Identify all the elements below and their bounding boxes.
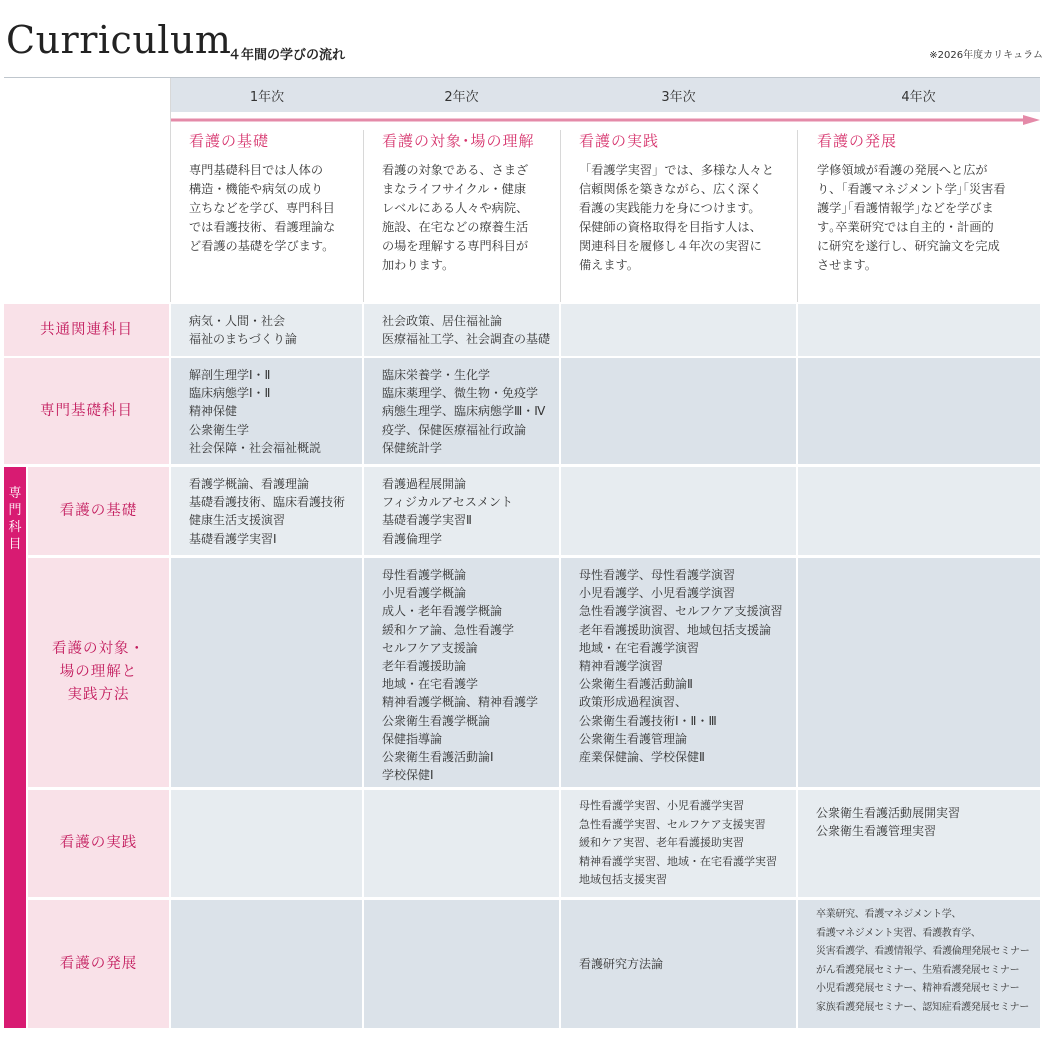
- year-label-1: 1年次: [249, 90, 285, 105]
- cell-text: 母性看護学概論 小児看護学概論 成人・老年看護学概論 緩和ケア論、急性看護学 セルフケア支援論 老年看護援助論 地域・在宅看護学 精神看護学概論、精神看護学 公衆衛生看護学概論 保健指導論 公衆衛生看護活動論Ⅰ 学校保健Ⅰ: [382, 568, 539, 783]
- column-heading-title: 看護の基礎: [189, 132, 270, 150]
- column-description: 「看護学実習」では、多様な人々と 信頼関係を築きながら、広く深く 看護の実践能力を身につけます。 保健師の資格取得を目指す人は、 関連科目を履修し４年次の実習に 備えます。: [579, 163, 774, 272]
- cell-text: [171, 900, 362, 908]
- page-subtitle: ４年間の学びの流れ: [228, 48, 346, 63]
- cell-text: 卒業研究、看護マネジメント学、 看護マネジメント実習、看護教育学、 災害看護学、看護情報学、看護倫理発展セミナー がん看護発展セミナー、生殖看護発展セミナー 小児看護発展セミナー、精神看護発展セミナー 家族看護発展セミナー、認知症看護発展セミナー: [816, 909, 1030, 1013]
- table-cell: [364, 358, 559, 464]
- cell-text: [798, 467, 1040, 475]
- table-cell: [561, 304, 796, 356]
- cell-text: [561, 358, 796, 366]
- table-cell: [561, 467, 796, 555]
- year-header-bar: [171, 77, 1040, 112]
- column-heading-4: [817, 130, 1039, 275]
- table-cell: [561, 900, 796, 1028]
- table-cell: [364, 304, 559, 356]
- cell-text: 看護研究方法論: [579, 957, 664, 971]
- divider: [170, 77, 171, 302]
- table-cell: [798, 558, 1040, 787]
- table-cell: [798, 304, 1040, 356]
- table-cell: [798, 358, 1040, 464]
- cell-text: 解剖生理学Ⅰ・Ⅱ 臨床病態学Ⅰ・Ⅱ 精神保健 公衆衛生学 社会保障・社会福祉概説: [189, 368, 322, 455]
- table-cell: [171, 790, 362, 897]
- row-label-nursing-basics: [28, 467, 169, 555]
- divider: [4, 77, 1040, 78]
- table-cell: [364, 467, 559, 555]
- senmon-kamoku-label: 専門科目: [8, 486, 22, 552]
- table-cell: [364, 790, 559, 897]
- cell-text: 看護学概論、看護理論 基礎看護技術、臨床看護技術 健康生活支援演習 基礎看護学実習Ⅰ: [189, 477, 346, 546]
- table-cell: [798, 900, 1040, 1028]
- year-label-3: 3年次: [661, 90, 696, 105]
- title-area: [6, 18, 1051, 68]
- row-label-text: 看護の実践: [59, 835, 138, 851]
- table-cell: [561, 358, 796, 464]
- year-label-2: 2年次: [444, 90, 479, 105]
- column-heading-title: 看護の実践: [579, 132, 660, 150]
- cell-text: 病気・人間・社会 福祉のまちづくり論: [189, 314, 297, 347]
- table-cell: [171, 304, 362, 356]
- column-description: 専門基礎科目では人体の 構造・機能や病気の成り 立ちなどを学び、専門科目 では看護技術、看護理論な ど看護の基礎を学びます。: [189, 163, 336, 253]
- table-cell: [798, 467, 1040, 555]
- table-cell: [561, 790, 796, 897]
- cell-text: [561, 304, 796, 312]
- cell-text: [364, 790, 559, 798]
- column-description: 学修領域が看護の発展へと広が り、｢看護マネジメント学｣｢災害看 護学｣｢看護情報学｣などを学びま す｡卒業研究では自主的・計画的 に研究を遂行し、研究論文を完成 させます。: [817, 163, 1006, 272]
- cell-text: 臨床栄養学・生化学 臨床薬理学、微生物・免疫学 病態生理学、臨床病態学Ⅲ・Ⅳ 疫学、保健医療福祉行政論 保健統計学: [382, 368, 546, 455]
- cell-text: 看護過程展開論 フィジカルアセスメント 基礎看護学実習Ⅱ 看護倫理学: [382, 477, 513, 546]
- row-label-text: 看護の対象・ 場の理解と 実践方法: [52, 641, 145, 703]
- column-description: 看護の対象である、さまざ まなライフサイクル・健康 レベルにある人々や病院、 施設、在宅などの療養生活 の場を理解する専門科目が 加わります。: [382, 163, 529, 272]
- divider: [560, 130, 561, 302]
- cell-text: [171, 790, 362, 798]
- column-heading-title: 看護の発展: [817, 132, 898, 150]
- column-heading-3: [579, 130, 794, 275]
- cell-text: 母性看護学実習、小児看護学実習 急性看護学実習、セルフケア支援実習 緩和ケア実習、老年看護援助実習 精神看護学実習、地域・在宅看護学実習 地域包括支援実習: [579, 799, 777, 886]
- table-cell: [364, 558, 559, 787]
- curriculum-year-note: ※2026年度カリキュラム: [929, 50, 1043, 61]
- cell-text: [798, 558, 1040, 566]
- column-heading-2: [382, 130, 557, 275]
- table-cell: [171, 558, 362, 787]
- row-label-nursing-advancement: [28, 900, 169, 1028]
- cell-text: [798, 304, 1040, 312]
- year-label-4: 4年次: [901, 90, 936, 105]
- divider: [797, 130, 798, 302]
- row-label-basic: [4, 358, 169, 464]
- cell-text: [561, 467, 796, 475]
- row-label-text: 看護の基礎: [59, 502, 138, 519]
- divider: [363, 130, 364, 302]
- cell-text: 母性看護学、母性看護学演習 小児看護学、小児看護学演習 急性看護学演習、セルフケア支援演習 老年看護援助演習、地域包括支援論 地域・在宅看護学演習 精神看護学演習 公衆衛生看護活動論Ⅱ 政策形成過程演習、 公衆衛生看護技術Ⅰ・Ⅱ・Ⅲ 公衆衛生看護管理論 産業保健論、学校保健Ⅱ: [579, 568, 783, 765]
- table-cell: [798, 790, 1040, 897]
- cell-text: 社会政策、居住福祉論 医療福祉工学、社会調査の基礎: [382, 314, 551, 347]
- cell-text: [171, 558, 362, 566]
- table-cell: [171, 358, 362, 464]
- table-cell: [171, 467, 362, 555]
- row-label-common: [4, 304, 169, 356]
- table-cell: [171, 900, 362, 1028]
- table-cell: [364, 900, 559, 1028]
- row-label-text: 共通関連科目: [40, 321, 133, 338]
- row-label-nursing-practice: [28, 790, 169, 897]
- column-heading-1: [189, 130, 359, 256]
- cell-text: [364, 900, 559, 908]
- row-label-text: 専門基礎科目: [40, 402, 133, 419]
- page-title: Curriculum: [6, 18, 232, 62]
- row-label-nursing-target: [28, 558, 169, 787]
- cell-text: [798, 358, 1040, 366]
- cell-text: 公衆衛生看護活動展開実習 公衆衛生看護管理実習: [816, 806, 961, 839]
- table-cell: [561, 558, 796, 787]
- progress-arrow: [171, 112, 1040, 128]
- row-label-text: 看護の発展: [59, 955, 138, 972]
- column-heading-title: 看護の対象･場の理解: [382, 132, 535, 150]
